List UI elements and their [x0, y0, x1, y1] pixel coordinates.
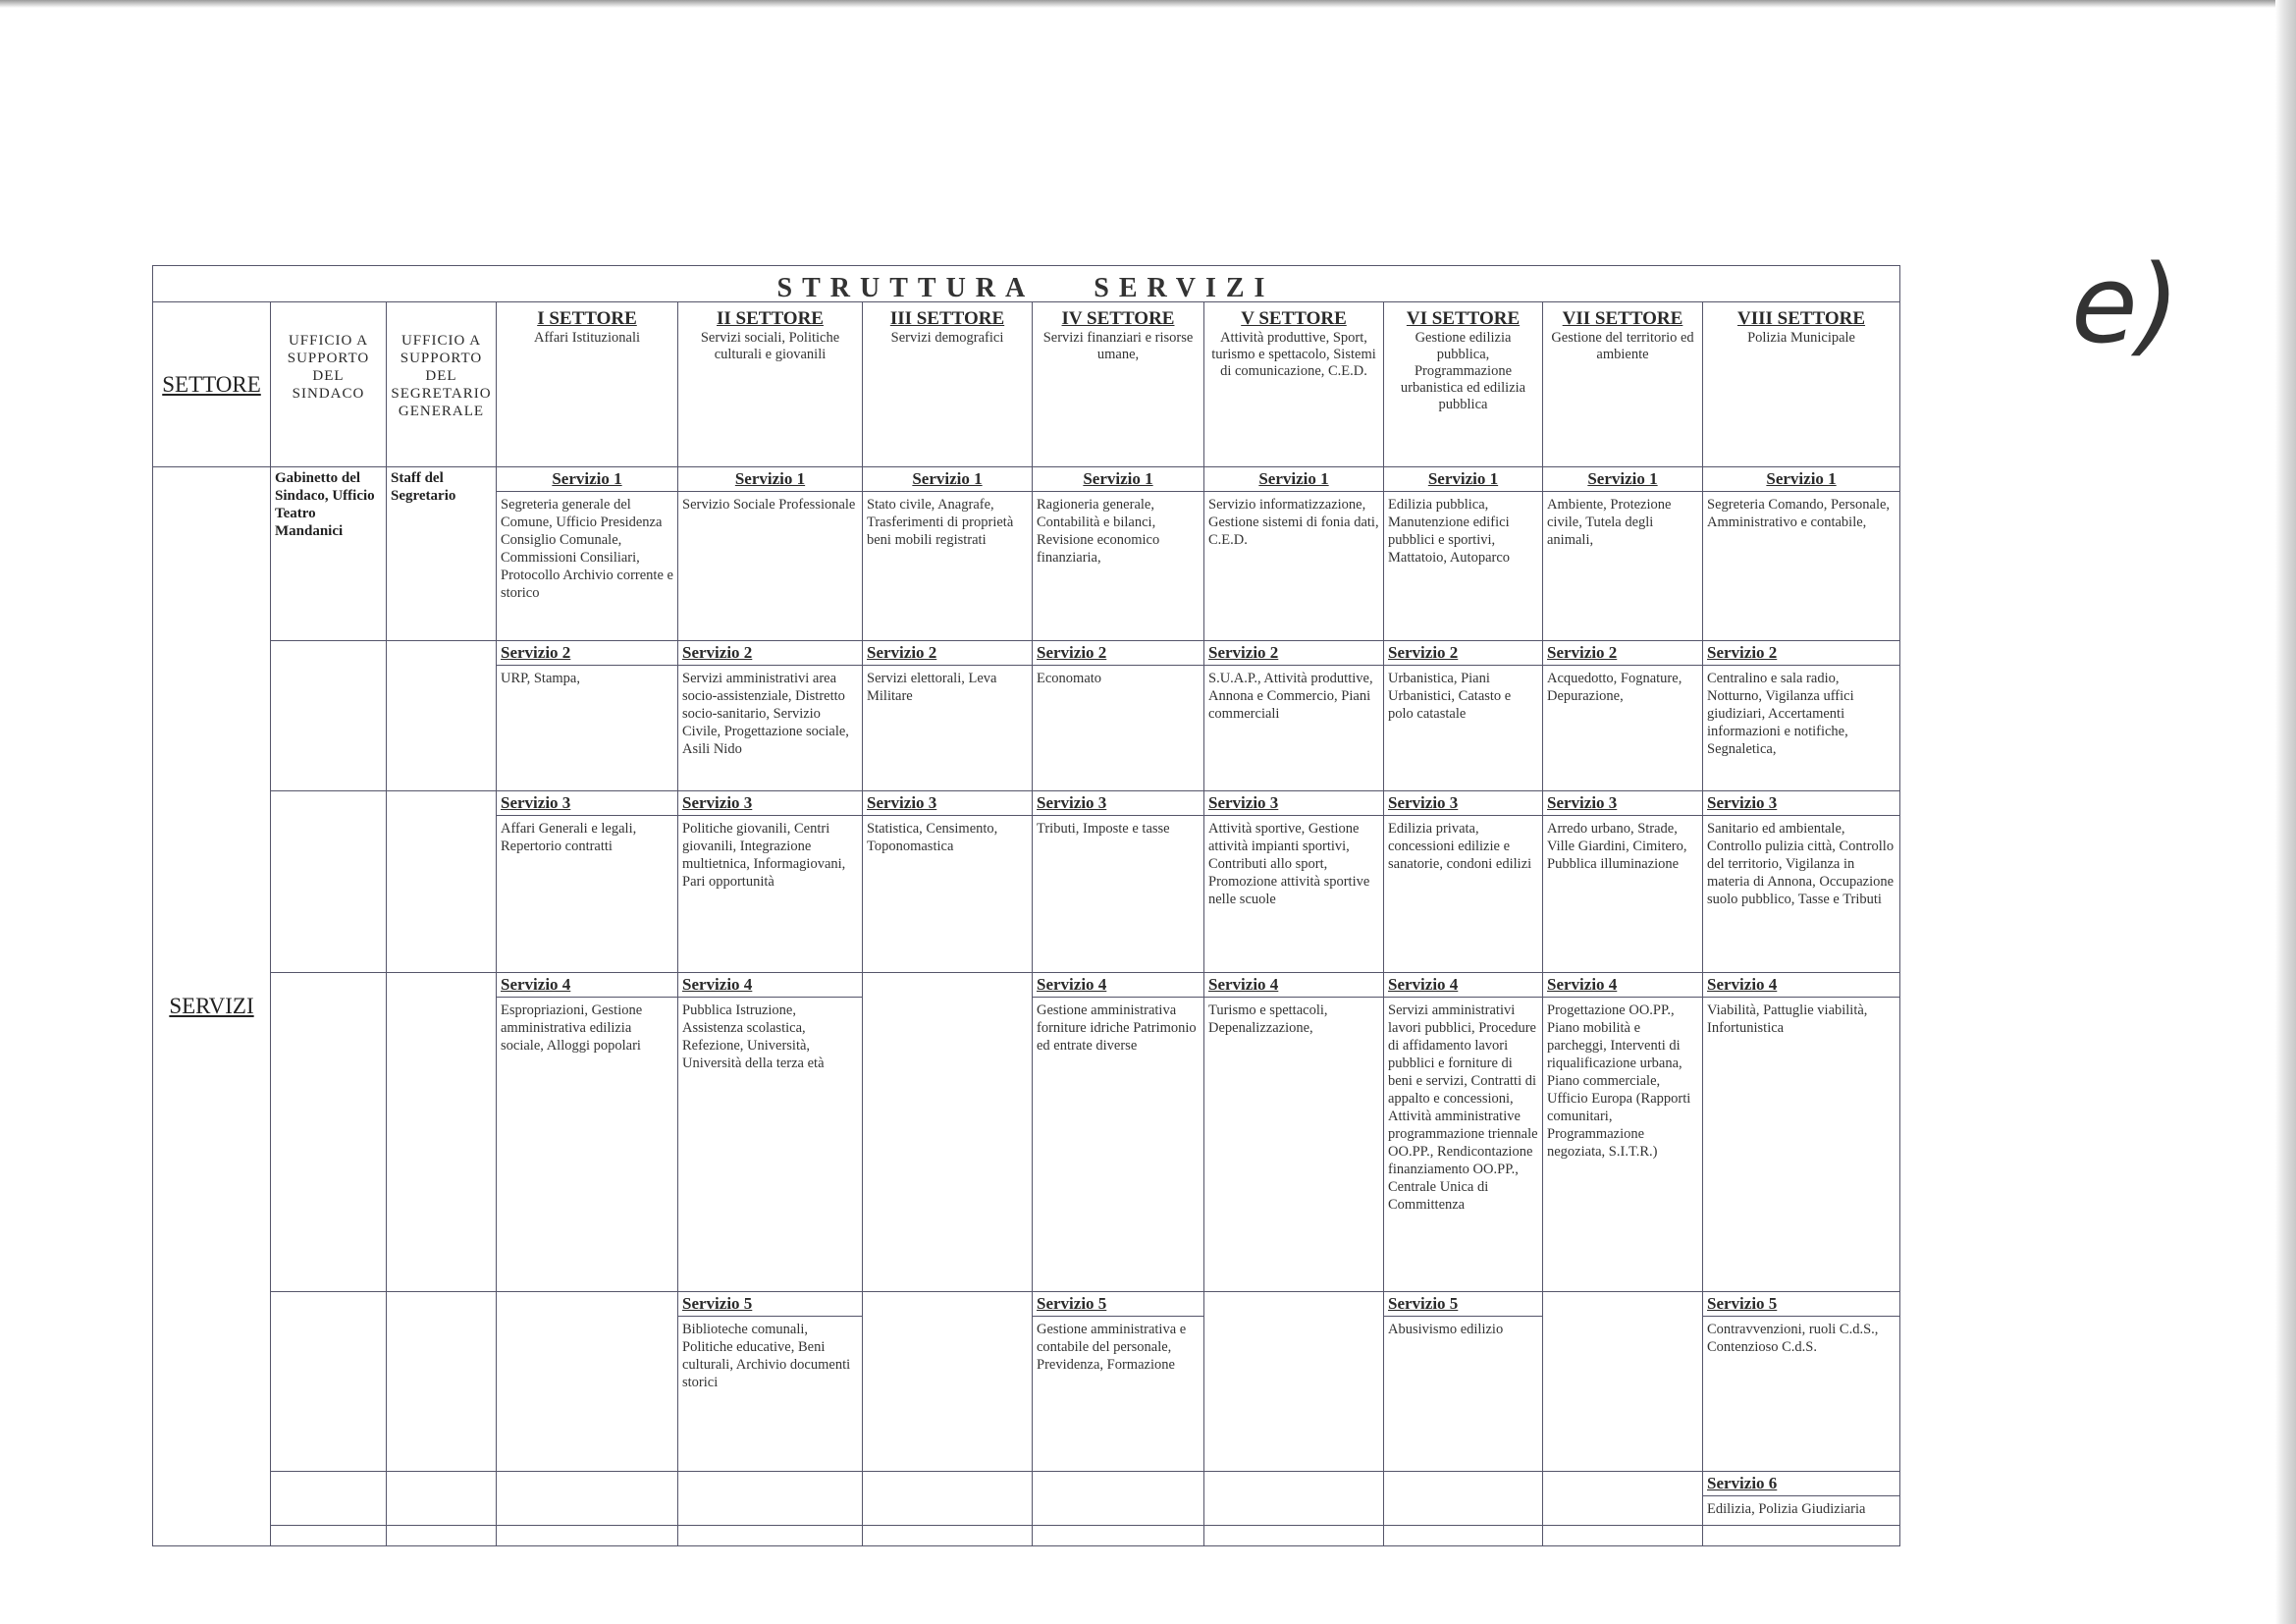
service-row	[153, 973, 1900, 1292]
service-text: Viabilità, Pattuglie viabilità, Infortunistica	[1707, 1002, 1868, 1036]
service-title: Servizio 4	[497, 975, 677, 998]
service-text: Gestione amministrativa e contabile del personale, Previdenza, Formazione	[1037, 1322, 1187, 1373]
service-text: Biblioteche comunali, Politiche educative, Beni culturali, Archivio documenti storici	[682, 1322, 851, 1390]
service-cell	[1384, 641, 1543, 791]
office-cell-sindaco	[271, 641, 387, 791]
service-cell	[1204, 641, 1384, 791]
office-cell-sindaco	[271, 1526, 387, 1546]
service-cell	[863, 973, 1033, 1292]
service-title: Servizio 2	[497, 643, 677, 666]
service-cell	[497, 1526, 678, 1546]
sector-name: III SETTORE	[889, 308, 1005, 329]
service-text: Turismo e spettacoli, Depenalizzazione,	[1208, 1002, 1328, 1036]
service-title: Servizio 1	[497, 469, 677, 492]
sector-description: Servizi demografici	[890, 330, 1004, 346]
service-row	[153, 641, 1900, 791]
sector-description: Servizi sociali, Politiche culturali e giovanili	[700, 330, 840, 362]
service-cell	[1204, 467, 1384, 641]
handwritten-annotation: e)	[2071, 242, 2180, 367]
service-cell	[1703, 791, 1900, 973]
service-title: Servizio 1	[678, 469, 862, 492]
service-text: Servizi elettorali, Leva Militare	[867, 671, 997, 704]
sector-header-5	[1204, 302, 1384, 467]
service-text: Arredo urbano, Strade, Ville Giardini, Cimitero, Pubblica illuminazione	[1547, 821, 1687, 872]
sector-header-7	[1543, 302, 1703, 467]
scan-top-shadow	[0, 0, 2296, 8]
service-text: S.U.A.P., Attività produttive, Annona e Commercio, Piani commerciali	[1208, 671, 1373, 722]
service-text: Stato civile, Anagrafe, Trasferimenti di proprietà beni mobili registrati	[867, 497, 1014, 548]
document-title	[152, 273, 1899, 304]
service-text: Politiche giovanili, Centri giovanili, Integrazione multietnica, Informagiovani, Pari opportunità	[682, 821, 846, 890]
service-text: Edilizia privata, concessioni edilizie e sanatorie, condoni edilizi	[1388, 821, 1532, 872]
service-cell	[1033, 1526, 1204, 1546]
sector-name: V SETTORE	[1241, 308, 1347, 329]
service-text: Servizio informatizzazione, Gestione sistemi di fonia dati, C.E.D.	[1208, 497, 1379, 548]
structure-document	[152, 265, 1899, 1542]
service-title: Servizio 3	[1703, 793, 1899, 816]
service-title: Servizio 3	[1384, 793, 1542, 816]
service-title: Servizio 5	[1384, 1294, 1542, 1317]
service-cell	[678, 973, 863, 1292]
service-cell	[1033, 467, 1204, 641]
service-cell	[1204, 973, 1384, 1292]
service-title: Servizio 3	[497, 793, 677, 816]
service-title: Servizio 3	[863, 793, 1032, 816]
sector-name: VII SETTORE	[1562, 308, 1683, 329]
service-cell	[1033, 973, 1204, 1292]
service-text: Attività sportive, Gestione attività impianti sportivi, Contributi allo sport, Promozione attività sportive nelle scuole	[1208, 821, 1370, 907]
service-cell	[1384, 791, 1543, 973]
office-header-sindaco: UFFICIO A SUPPORTO DEL SINDACO	[271, 302, 387, 467]
office-cell-segretario	[387, 641, 497, 791]
service-text: Economato	[1037, 671, 1102, 686]
service-title: Servizio 4	[1033, 975, 1203, 998]
service-cell	[863, 1472, 1033, 1526]
service-cell	[1543, 1526, 1703, 1546]
service-cell	[678, 467, 863, 641]
service-text: Edilizia, Polizia Giudiziaria	[1707, 1501, 1866, 1517]
service-cell	[1033, 641, 1204, 791]
service-cell	[1543, 467, 1703, 641]
service-title: Servizio 1	[1204, 469, 1383, 492]
scan-right-edge	[2275, 0, 2296, 1624]
service-title: Servizio 1	[1384, 469, 1542, 492]
service-title: Servizio 5	[1703, 1294, 1899, 1317]
service-text: Edilizia pubblica, Manutenzione edifici pubblici e sportivi, Mattatoio, Autoparco	[1388, 497, 1511, 566]
service-cell	[1384, 1472, 1543, 1526]
service-text: Urbanistica, Piani Urbanistici, Catasto e polo catastale	[1388, 671, 1512, 722]
service-cell	[1384, 1292, 1543, 1472]
service-title: Servizio 4	[1204, 975, 1383, 998]
service-cell	[863, 641, 1033, 791]
service-title: Servizio 1	[1703, 469, 1899, 492]
service-text: Servizi amministrativi area socio-assistenziale, Distretto socio-sanitario, Servizio Civile, Progettazione sociale, Asili Nido	[682, 671, 849, 757]
service-title: Servizio 6	[1703, 1474, 1899, 1496]
service-title: Servizio 1	[1033, 469, 1203, 492]
service-cell	[1703, 1526, 1900, 1546]
service-cell	[1543, 791, 1703, 973]
office-cell-sindaco	[271, 973, 387, 1292]
service-cell	[497, 791, 678, 973]
service-cell	[1703, 467, 1900, 641]
office-cell-sindaco	[271, 1472, 387, 1526]
service-cell	[1204, 791, 1384, 973]
service-title: Servizio 1	[863, 469, 1032, 492]
service-text: Segreteria generale del Comune, Ufficio Presidenza Consiglio Comunale, Commissioni Consiliari, Protocollo Archivio corrente e storico	[501, 497, 673, 601]
sector-header-4	[1033, 302, 1204, 467]
service-text: Segreteria Comando, Personale, Amministrativo e contabile,	[1707, 497, 1891, 530]
service-text: Contravvenzioni, ruoli C.d.S., Contenzioso C.d.S.	[1707, 1322, 1879, 1355]
service-title: Servizio 5	[1033, 1294, 1203, 1317]
service-cell	[863, 1292, 1033, 1472]
sector-name: VI SETTORE	[1406, 308, 1521, 329]
service-text: Affari Generali e legali, Repertorio contratti	[501, 821, 637, 854]
service-row	[153, 791, 1900, 973]
service-title: Servizio 5	[678, 1294, 862, 1317]
service-cell	[678, 791, 863, 973]
service-cell	[497, 1472, 678, 1526]
service-cell	[497, 1292, 678, 1472]
service-cell	[1204, 1292, 1384, 1472]
service-title: Servizio 1	[1543, 469, 1702, 492]
service-text: Tributi, Imposte e tasse	[1037, 821, 1170, 837]
sector-description: Servizi finanziari e risorse umane,	[1042, 330, 1194, 362]
service-text: Servizi amministrativi lavori pubblici, Procedure di affidamento lavori pubblici e forniture di beni e servizi, Contratti di appalto e concessioni, Attività amministrative programmazione triennale OO.PP., Rendicontazione finanziamento OO.PP., Centrale Unica di Committenza	[1388, 1002, 1538, 1213]
service-text: Abusivismo edilizio	[1388, 1322, 1504, 1337]
service-title: Servizio 2	[678, 643, 862, 666]
service-cell	[497, 641, 678, 791]
sector-name: VIII SETTORE	[1736, 308, 1866, 329]
service-cell	[1204, 1526, 1384, 1546]
service-cell	[863, 1526, 1033, 1546]
service-text: Servizio Sociale Professionale	[682, 497, 856, 513]
office-staff: Gabinetto del Sindaco, Ufficio Teatro Mandanici	[275, 470, 375, 539]
service-text: URP, Stampa,	[501, 671, 580, 686]
service-cell	[1033, 1292, 1204, 1472]
sector-description: Gestione edilizia pubblica, Programmazione urbanistica ed edilizia pubblica	[1400, 330, 1526, 412]
service-cell	[1204, 1472, 1384, 1526]
sector-description: Affari Istituzionali	[533, 330, 641, 346]
title-word-struttura: STRUTTURA	[776, 273, 1036, 303]
service-cell	[1384, 973, 1543, 1292]
structure-table	[152, 265, 1900, 1546]
office-cell-sindaco	[271, 791, 387, 973]
sector-description: Polizia Municipale	[1747, 330, 1855, 346]
service-text: Statistica, Censimento, Toponomastica	[867, 821, 998, 854]
service-text: Gestione amministrativa forniture idriche Patrimonio ed entrate diverse	[1037, 1002, 1197, 1054]
service-title: Servizio 3	[1543, 793, 1702, 816]
service-title: Servizio 2	[1384, 643, 1542, 666]
title-word-servizi: SERVIZI	[1094, 273, 1275, 303]
sector-name: I SETTORE	[537, 308, 637, 329]
service-text: Centralino e sala radio, Notturno, Vigilanza uffici giudiziari, Accertamenti informazioni e notifiche, Segnaletica,	[1707, 671, 1854, 757]
service-title: Servizio 3	[1204, 793, 1383, 816]
service-cell	[863, 467, 1033, 641]
service-cell	[678, 1292, 863, 1472]
sector-header-8	[1703, 302, 1900, 467]
service-cell	[1543, 1472, 1703, 1526]
office-cell-segretario	[387, 1526, 497, 1546]
service-title: Servizio 3	[1033, 793, 1203, 816]
service-title: Servizio 4	[1384, 975, 1542, 998]
sector-header-2	[678, 302, 863, 467]
service-text: Ragioneria generale, Contabilità e bilanci, Revisione economico finanziaria,	[1037, 497, 1160, 566]
sector-description: Attività produttive, Sport, turismo e spettacolo, Sistemi di comunicazione, C.E.D.	[1211, 330, 1376, 379]
service-title: Servizio 2	[1204, 643, 1383, 666]
service-cell	[1703, 641, 1900, 791]
service-text: Progettazione OO.PP., Piano mobilità e parcheggi, Interventi di riqualificazione urbana, Piano commerciale, Ufficio Europa (Rapporti comunitari, Programmazione negoziata, S.I.T.R.)	[1547, 1002, 1691, 1160]
service-cell	[1033, 791, 1204, 973]
service-text: Ambiente, Protezione civile, Tutela degli animali,	[1547, 497, 1672, 548]
service-cell	[1543, 641, 1703, 791]
service-cell	[678, 641, 863, 791]
service-row	[153, 467, 1900, 641]
service-cell	[678, 1526, 863, 1546]
service-row	[153, 1526, 1900, 1546]
sector-name: II SETTORE	[717, 308, 824, 329]
service-cell	[497, 973, 678, 1292]
service-cell	[1033, 1472, 1204, 1526]
service-text: Sanitario ed ambientale, Controllo pulizia città, Controllo del territorio, Vigilanza in materia di Annona, Occupazione suolo pubblico, Tasse e Tributi	[1707, 821, 1895, 907]
sector-header-1	[497, 302, 678, 467]
service-title: Servizio 3	[678, 793, 862, 816]
service-cell	[1384, 467, 1543, 641]
service-title: Servizio 2	[1033, 643, 1203, 666]
service-title: Servizio 4	[1703, 975, 1899, 998]
row-label-servizi: SERVIZI	[153, 467, 271, 1546]
service-cell	[1543, 1292, 1703, 1472]
service-text: Espropriazioni, Gestione amministrativa edilizia sociale, Alloggi popolari	[501, 1002, 643, 1054]
sector-description: Gestione del territorio ed ambiente	[1551, 330, 1694, 362]
office-cell-segretario	[387, 1292, 497, 1472]
office-cell-segretario	[387, 791, 497, 973]
service-cell	[678, 1472, 863, 1526]
office-cell-sindaco	[271, 1292, 387, 1472]
service-title: Servizio 2	[1543, 643, 1702, 666]
service-cell	[1384, 1526, 1543, 1546]
service-title: Servizio 2	[1703, 643, 1899, 666]
service-cell	[1543, 973, 1703, 1292]
service-cell	[497, 467, 678, 641]
office-cell-segretario	[387, 1472, 497, 1526]
service-cell	[1703, 1472, 1900, 1526]
service-row	[153, 1472, 1900, 1526]
service-text: Acquedotto, Fognature, Depurazione,	[1547, 671, 1682, 704]
sector-name: IV SETTORE	[1061, 308, 1175, 329]
office-staff: Staff del Segretario	[391, 470, 456, 504]
sector-header-row	[153, 302, 1900, 467]
service-title: Servizio 4	[678, 975, 862, 998]
service-title: Servizio 2	[863, 643, 1032, 666]
service-row	[153, 1292, 1900, 1472]
service-cell	[1703, 973, 1900, 1292]
service-text: Pubblica Istruzione, Assistenza scolastica, Refezione, Università, Università della terza età	[682, 1002, 825, 1071]
service-title: Servizio 4	[1543, 975, 1702, 998]
sector-header-3	[863, 302, 1033, 467]
office-cell-segretario	[387, 467, 497, 641]
office-cell-sindaco	[271, 467, 387, 641]
sector-header-6	[1384, 302, 1543, 467]
office-header-segretario: UFFICIO A SUPPORTO DEL SEGRETARIO GENERALE	[387, 302, 497, 467]
service-cell	[863, 791, 1033, 973]
office-cell-segretario	[387, 973, 497, 1292]
row-label-settore: SETTORE	[153, 302, 271, 467]
service-cell	[1703, 1292, 1900, 1472]
